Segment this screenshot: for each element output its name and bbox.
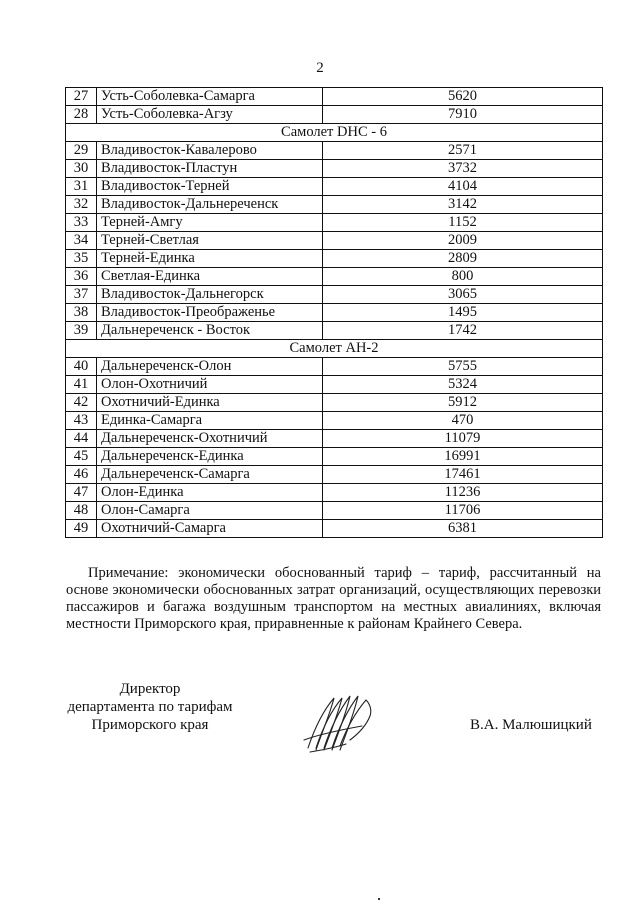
table-row: [66, 358, 603, 376]
section-header-row: [66, 124, 603, 142]
table-row: [66, 286, 603, 304]
row-number: 36: [66, 268, 97, 286]
tariff-value: 2809: [323, 250, 603, 268]
tariff-table-body: [66, 88, 603, 538]
route-name: Владивосток-Преображенье: [97, 304, 323, 322]
row-number: 48: [66, 502, 97, 520]
row-number: 45: [66, 448, 97, 466]
handwritten-signature-icon: [300, 690, 380, 754]
row-number: 49: [66, 520, 97, 538]
row-number: 40: [66, 358, 97, 376]
row-number: 28: [66, 106, 97, 124]
table-row: [66, 196, 603, 214]
tariff-value: 3065: [323, 286, 603, 304]
tariff-value: 1152: [323, 214, 603, 232]
table-row: [66, 484, 603, 502]
row-number: 38: [66, 304, 97, 322]
table-row: [66, 268, 603, 286]
table-row: [66, 502, 603, 520]
route-name: Олон-Охотничий: [97, 376, 323, 394]
tariff-value: 16991: [323, 448, 603, 466]
table-row: [66, 376, 603, 394]
tariff-value: 5620: [323, 88, 603, 106]
tariff-value: 2571: [323, 142, 603, 160]
page-number: 2: [316, 60, 324, 76]
row-number: 42: [66, 394, 97, 412]
table-row: [66, 232, 603, 250]
route-name: Дальнереченск - Восток: [97, 322, 323, 340]
signatory-name: В.А. Малюшицкий: [470, 717, 592, 733]
scan-dot: [378, 898, 380, 900]
table-row: [66, 304, 603, 322]
table-row: [66, 160, 603, 178]
tariff-value: 5324: [323, 376, 603, 394]
row-number: 41: [66, 376, 97, 394]
row-number: 43: [66, 412, 97, 430]
tariff-value: 11079: [323, 430, 603, 448]
table-row: [66, 178, 603, 196]
signatory-position-line: Директор: [119, 681, 181, 697]
route-name: Терней-Светлая: [97, 232, 323, 250]
table-row: [66, 142, 603, 160]
section-header-row: [66, 340, 603, 358]
tariff-value: 3142: [323, 196, 603, 214]
route-name: Усть-Соболевка-Агзу: [97, 106, 323, 124]
route-name: Олон-Самарга: [97, 502, 323, 520]
route-name: Владивосток-Дальнереченск: [97, 196, 323, 214]
table-row: [66, 394, 603, 412]
route-name: Владивосток-Пластун: [97, 160, 323, 178]
tariff-value: 7910: [323, 106, 603, 124]
route-name: Владивосток-Кавалерово: [97, 142, 323, 160]
row-number: 46: [66, 466, 97, 484]
table-row: [66, 448, 603, 466]
signatory-position-line: департамента по тарифам: [67, 699, 233, 715]
table-row: [66, 106, 603, 124]
tariff-value: 11706: [323, 502, 603, 520]
route-name: Охотничий-Самарга: [97, 520, 323, 538]
table-row: [66, 322, 603, 340]
tariff-value: 5912: [323, 394, 603, 412]
row-number: 29: [66, 142, 97, 160]
tariff-value: 5755: [323, 358, 603, 376]
tariff-table: [65, 87, 603, 538]
signatory-position-line: Приморского края: [91, 717, 209, 733]
table-row: [66, 250, 603, 268]
row-number: 31: [66, 178, 97, 196]
route-name: Владивосток-Терней: [97, 178, 323, 196]
tariff-value: 4104: [323, 178, 603, 196]
table-row: [66, 466, 603, 484]
route-name: Терней-Амгу: [97, 214, 323, 232]
row-number: 39: [66, 322, 97, 340]
tariff-value: 470: [323, 412, 603, 430]
note-paragraph: Примечание: экономически обоснованный тариф – тариф, рассчитанный на основе экономически обоснованных затрат организаций, осуществляющих перевозки пассажиров и багажа воздушным транспортом на местных авиалиниях, включая местности Приморского края, приравненные к районам Крайнего Севера.: [66, 565, 601, 632]
row-number: 34: [66, 232, 97, 250]
route-name: Терней-Единка: [97, 250, 323, 268]
tariff-value: 17461: [323, 466, 603, 484]
row-number: 37: [66, 286, 97, 304]
section-title: Самолет DHC - 6: [66, 124, 603, 142]
route-name: Владивосток-Дальнегорск: [97, 286, 323, 304]
section-title: Самолет АН-2: [66, 340, 603, 358]
tariff-value: 1742: [323, 322, 603, 340]
tariff-value: 11236: [323, 484, 603, 502]
row-number: 33: [66, 214, 97, 232]
row-number: 32: [66, 196, 97, 214]
row-number: 27: [66, 88, 97, 106]
tariff-value: 3732: [323, 160, 603, 178]
tariff-value: 1495: [323, 304, 603, 322]
row-number: 30: [66, 160, 97, 178]
route-name: Дальнереченск-Единка: [97, 448, 323, 466]
row-number: 47: [66, 484, 97, 502]
route-name: Охотничий-Единка: [97, 394, 323, 412]
route-name: Дальнереченск-Самарга: [97, 466, 323, 484]
table-row: [66, 88, 603, 106]
tariff-value: 800: [323, 268, 603, 286]
row-number: 44: [66, 430, 97, 448]
table-row: [66, 412, 603, 430]
row-number: 35: [66, 250, 97, 268]
table-row: [66, 430, 603, 448]
signatory-position: [55, 680, 245, 734]
route-name: Дальнереченск-Олон: [97, 358, 323, 376]
route-name: Светлая-Единка: [97, 268, 323, 286]
table-row: [66, 520, 603, 538]
route-name: Дальнереченск-Охотничий: [97, 430, 323, 448]
table-row: [66, 214, 603, 232]
route-name: Единка-Самарга: [97, 412, 323, 430]
tariff-value: 6381: [323, 520, 603, 538]
tariff-value: 2009: [323, 232, 603, 250]
route-name: Усть-Соболевка-Самарга: [97, 88, 323, 106]
route-name: Олон-Единка: [97, 484, 323, 502]
